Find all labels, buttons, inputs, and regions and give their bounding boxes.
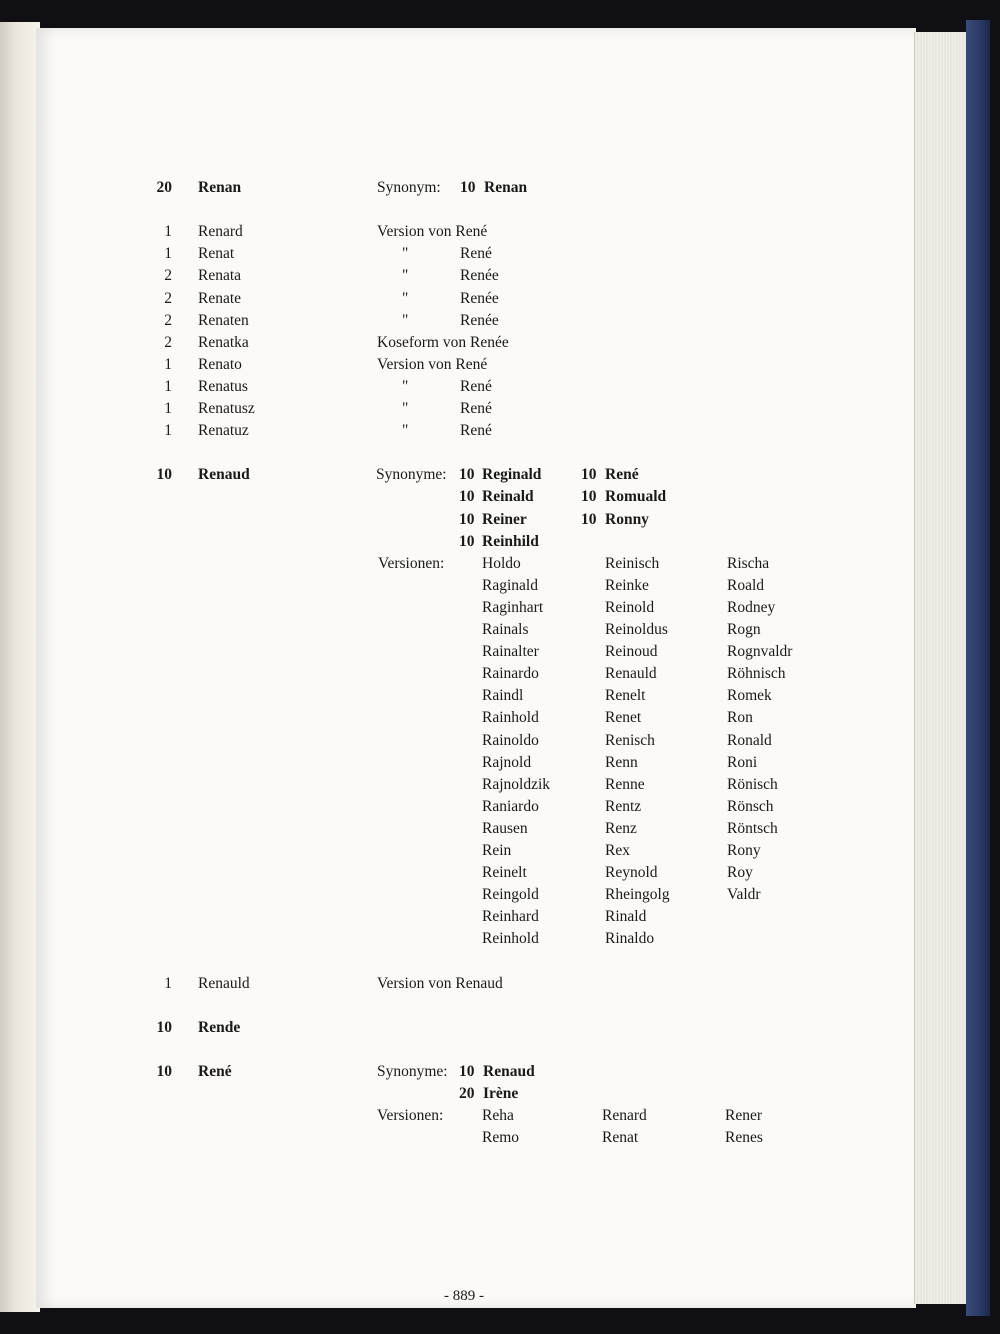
version-name: Raginald (482, 577, 538, 594)
version-name: Rheingolg (605, 886, 670, 903)
entry-name: Renatuz (198, 422, 249, 439)
version-name: Rinald (605, 908, 647, 925)
reference-name: René (460, 245, 492, 262)
reference-name: René (460, 400, 492, 417)
entry-count: 1 (164, 975, 172, 992)
entry-description: Synonym: (377, 179, 441, 196)
entry-count: 2 (164, 334, 172, 351)
version-name: Rognvaldr (727, 643, 793, 660)
version-name: Holdo (482, 555, 521, 572)
version-name: Rönsch (727, 798, 774, 815)
version-name: Renelt (605, 687, 646, 704)
entry-count: 20 (156, 179, 172, 196)
synonym-name: Reiner (482, 511, 527, 528)
version-name: Romek (727, 687, 772, 704)
version-name: Rinaldo (605, 930, 655, 947)
reference-name: Renan (484, 179, 528, 196)
version-name: Rainalter (482, 643, 539, 660)
version-name: Reinhard (482, 908, 539, 925)
version-name: Rainoldo (482, 732, 539, 749)
reference-name: Renée (460, 290, 499, 307)
entry-count: 2 (164, 290, 172, 307)
entry-name: Renan (198, 179, 242, 196)
synonym-name: René (605, 466, 639, 483)
entry-count: 10 (156, 466, 172, 483)
entry-name: Renat (198, 245, 235, 262)
entry-name: Renatus (198, 378, 248, 395)
entry-name: Renata (198, 267, 242, 284)
version-name: Rogn (727, 621, 761, 638)
synonym-count: 10 (459, 466, 475, 483)
version-name: Reinke (605, 577, 649, 594)
entry-name: Renaten (198, 312, 249, 329)
entry-name: Rende (198, 1019, 241, 1036)
ditto-mark: " (402, 400, 409, 417)
entry-name: Renato (198, 356, 242, 373)
version-name: Raindl (482, 687, 524, 704)
version-name: Roald (727, 577, 765, 594)
synonym-count: 10 (459, 488, 475, 505)
version-name: Renne (605, 776, 645, 793)
version-name: Rony (727, 842, 761, 859)
synonym-count: 10 (581, 488, 597, 505)
version-name: Roni (727, 754, 758, 771)
synonyms-label: Synonyme: (376, 466, 447, 483)
synonym-count: 10 (459, 511, 475, 528)
version-name: Remo (482, 1129, 520, 1146)
version-name: Ron (727, 709, 753, 726)
entry-count: 1 (164, 378, 172, 395)
entry-name: Renaud (198, 466, 250, 483)
version-name: Reinoud (605, 643, 658, 660)
reference-name: René (460, 422, 492, 439)
entry-description: Koseform von Renée (377, 334, 509, 351)
reference-name: Renée (460, 267, 499, 284)
version-name: Rener (725, 1107, 763, 1124)
version-name: Rex (605, 842, 630, 859)
version-name: Reinold (605, 599, 655, 616)
version-name: Renz (605, 820, 637, 837)
version-name: Raniardo (482, 798, 539, 815)
synonym-name: Reinhild (482, 533, 539, 550)
ditto-mark: " (402, 245, 409, 262)
synonym-count: 10 (460, 179, 476, 196)
reference-name: René (460, 378, 492, 395)
version-name: Renard (602, 1107, 647, 1124)
synonyms-label: Synonyme: (377, 1063, 448, 1080)
entry-count: 1 (164, 422, 172, 439)
version-name: Rischa (727, 555, 770, 572)
version-name: Rausen (482, 820, 528, 837)
version-name: Rein (482, 842, 512, 859)
version-name: Rainals (482, 621, 529, 638)
version-name: Rönisch (727, 776, 778, 793)
entry-count: 2 (164, 312, 172, 329)
version-name: Renes (725, 1129, 763, 1146)
version-name: Renet (605, 709, 642, 726)
synonym-name: Irène (483, 1085, 519, 1102)
versions-label: Versionen: (377, 1107, 444, 1124)
version-name: Röntsch (727, 820, 778, 837)
version-name: Renn (605, 754, 638, 771)
synonym-name: Ronny (605, 511, 649, 528)
entry-name: Renard (198, 223, 243, 240)
entry-name: Renatka (198, 334, 249, 351)
version-name: Valdr (727, 886, 761, 903)
synonym-name: Renaud (483, 1063, 535, 1080)
version-name: Reha (482, 1107, 514, 1124)
version-name: Rainardo (482, 665, 539, 682)
synonym-name: Reginald (482, 466, 542, 483)
synonym-name: Reinald (482, 488, 534, 505)
version-name: Rajnold (482, 754, 532, 771)
version-name: Renauld (605, 665, 657, 682)
entry-count: 1 (164, 356, 172, 373)
synonym-count: 10 (581, 466, 597, 483)
entry-count: 1 (164, 223, 172, 240)
version-name: Reinoldus (605, 621, 668, 638)
synonym-count: 10 (459, 1063, 475, 1080)
version-name: Raginhart (482, 599, 544, 616)
synonym-count: 20 (459, 1085, 475, 1102)
entry-name: Renate (198, 290, 242, 307)
entry-count: 2 (164, 267, 172, 284)
version-name: Reinelt (482, 864, 527, 881)
entry-count: 10 (156, 1019, 172, 1036)
ditto-mark: " (402, 422, 409, 439)
synonym-name: Romuald (605, 488, 667, 505)
page-number: - 889 - (444, 1288, 484, 1304)
version-name: Ronald (727, 732, 772, 749)
left-page-edge (0, 22, 40, 1312)
versions-label: Versionen: (378, 555, 445, 572)
entry-count: 1 (164, 400, 172, 417)
entry-name: Renauld (198, 975, 250, 992)
ditto-mark: " (402, 312, 409, 329)
reference-name: Renée (460, 312, 499, 329)
version-name: Reinhold (482, 930, 539, 947)
page-stack-edge (914, 32, 971, 1304)
version-name: Renat (602, 1129, 639, 1146)
entry-description: Version von René (377, 223, 488, 240)
version-name: Roy (727, 864, 753, 881)
version-name: Rentz (605, 798, 642, 815)
version-name: Reinisch (605, 555, 660, 572)
version-name: Rodney (727, 599, 776, 616)
entry-name: Renatusz (198, 400, 255, 417)
version-name: Rajnoldzik (482, 776, 551, 793)
version-name: Rainhold (482, 709, 539, 726)
entry-count: 10 (156, 1063, 172, 1080)
ditto-mark: " (402, 378, 409, 395)
entry-description: Version von René (377, 356, 488, 373)
version-name: Renisch (605, 732, 655, 749)
entry-count: 1 (164, 245, 172, 262)
synonym-count: 10 (459, 533, 475, 550)
version-name: Reingold (482, 886, 539, 903)
entry-name: René (198, 1063, 232, 1080)
entry-description: Version von Renaud (377, 975, 503, 992)
version-name: Röhnisch (727, 665, 786, 682)
synonym-count: 10 (581, 511, 597, 528)
book-cover-edge (966, 20, 990, 1316)
ditto-mark: " (402, 267, 409, 284)
version-name: Reynold (605, 864, 658, 881)
ditto-mark: " (402, 290, 409, 307)
